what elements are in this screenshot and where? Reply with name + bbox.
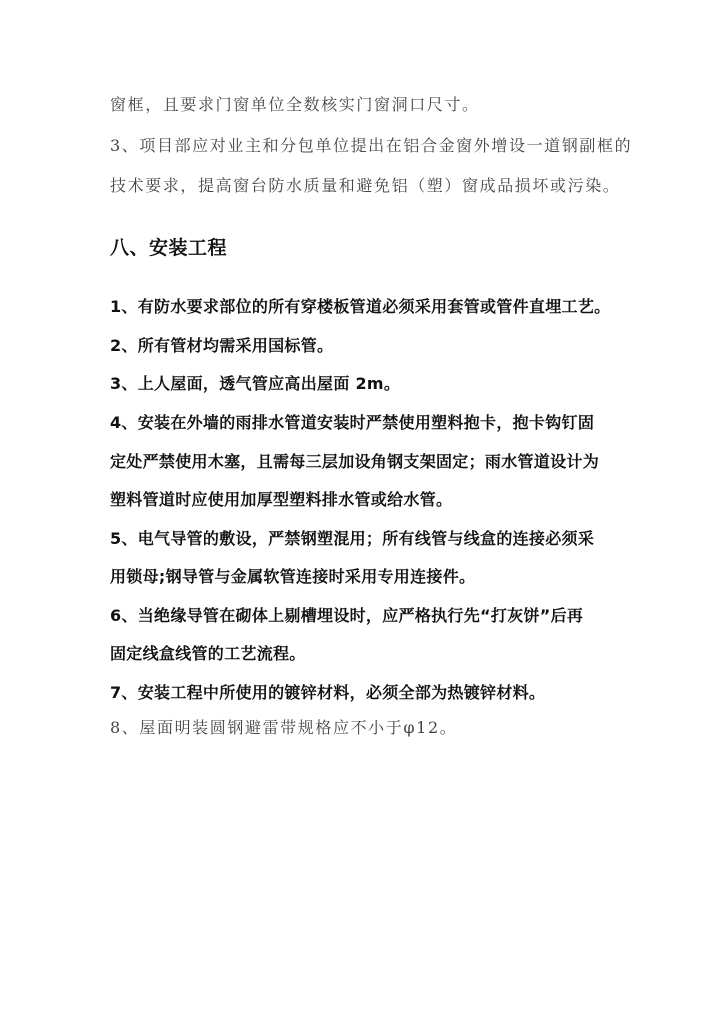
install-item-5-line-1: 5、电气导管的敷设，严禁钢塑混用；所有线管与线盒的连接必须采 [110,529,595,548]
install-item-5-line-2: 用锁母;钢导管与金属软管连接时采用专用连接件。 [110,567,476,586]
intro-line-3: 技术要求，提高窗台防水质量和避免铝（塑）窗成品损坏或污染。 [110,176,621,195]
install-item-3: 3、上人屋面，透气管应高出屋面 2m。 [110,374,401,393]
install-item-7: 7、安装工程中所使用的镀锌材料，必须全部为热镀锌材料。 [110,683,546,702]
install-item-2: 2、所有管材均需采用国标管。 [110,336,334,355]
install-item-4-line-3: 塑料管道时应使用加厚型塑料排水管或给水管。 [110,490,453,509]
install-item-6-line-1: 6、当绝缘导管在砌体上剔槽埋设时，应严格执行先“打灰饼”后再 [110,606,584,625]
install-item-8: 8、屋面明装圆钢避雷带规格应不小于φ12。 [110,718,458,737]
intro-line-2: 3、项目部应对业主和分包单位提出在铝合金窗外增设一道钢副框的 [110,136,633,155]
install-item-6-line-2: 固定线盒线管的工艺流程。 [110,644,306,663]
intro-line-1: 窗框，且要求门窗单位全数核实门窗洞口尺寸。 [110,95,480,114]
install-item-4-line-2: 定处严禁使用木塞，且需每三层加设角钢支架固定；雨水管道设计为 [110,452,600,471]
section-heading: 八、安装工程 [110,237,228,259]
install-item-4-line-1: 4、安装在外墙的雨排水管道安装时严禁使用塑料抱卡，抱卡钩钉固 [110,413,595,432]
install-item-1: 1、有防水要求部位的所有穿楼板管道必须采用套管或管件直埋工艺。 [110,297,611,316]
